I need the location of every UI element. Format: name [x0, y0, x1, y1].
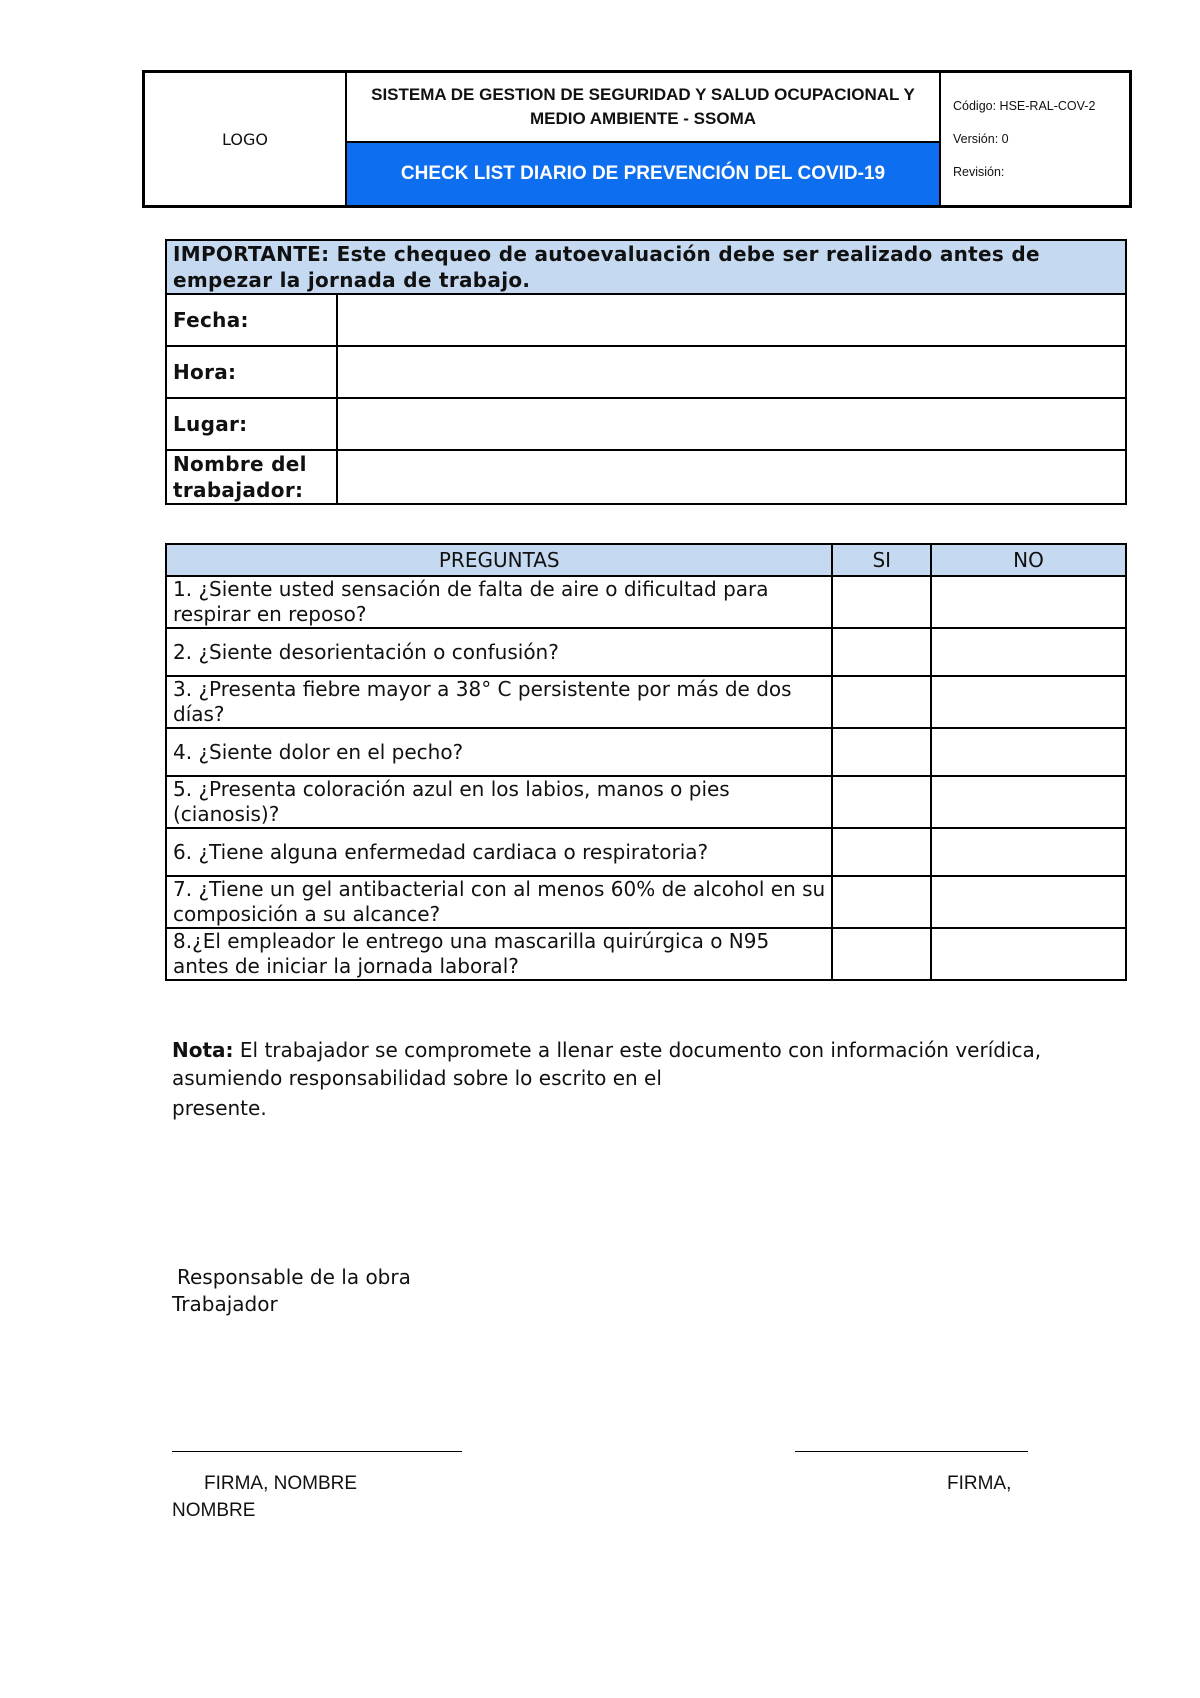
- header-center: [347, 73, 941, 205]
- answer-no-cell[interactable]: [931, 928, 1126, 980]
- answer-si-cell[interactable]: [832, 576, 931, 628]
- field-label-hora: Hora:: [166, 346, 337, 398]
- signature-caption-right: FIRMA,: [947, 1473, 1012, 1494]
- logo-placeholder: LOGO: [145, 73, 347, 205]
- answer-no-cell[interactable]: [931, 576, 1126, 628]
- note-paragraph: [172, 1036, 1072, 1092]
- answer-si-cell[interactable]: [832, 828, 931, 876]
- question-text: 8.¿El empleador le entrego una mascarilla quirúrgica o N95 antes de iniciar la jornada laboral?: [166, 928, 832, 980]
- question-text: 4. ¿Siente dolor en el pecho?: [166, 728, 832, 776]
- question-text: 3. ¿Presenta fiebre mayor a 38° C persistente por más de dos días?: [166, 676, 832, 728]
- field-label-fecha: Fecha:: [166, 294, 337, 346]
- questions-table: [165, 543, 1127, 981]
- answer-no-cell[interactable]: [931, 876, 1126, 928]
- question-text: 1. ¿Siente usted sensación de falta de aire o dificultad para respirar en reposo?: [166, 576, 832, 628]
- document-version: Versión: 0: [953, 131, 1009, 146]
- info-table: [165, 239, 1127, 505]
- signature-line-left: [172, 1451, 462, 1452]
- document-code: Código: HSE-RAL-COV-2: [953, 98, 1096, 113]
- answer-si-cell[interactable]: [832, 628, 931, 676]
- answer-si-cell[interactable]: [832, 876, 931, 928]
- answer-si-cell[interactable]: [832, 928, 931, 980]
- column-header-preguntas: PREGUNTAS: [166, 544, 832, 576]
- worker-label: Trabajador: [172, 1292, 278, 1316]
- column-header-si: SI: [832, 544, 931, 576]
- question-text: 5. ¿Presenta coloración azul en los labios, manos o pies (cianosis)?: [166, 776, 832, 828]
- question-text: 7. ¿Tiene un gel antibacterial con al menos 60% de alcohol en su composición a su alcance?: [166, 876, 832, 928]
- signature-line-right: [795, 1451, 1028, 1452]
- answer-si-cell[interactable]: [832, 776, 931, 828]
- field-value-nombre[interactable]: [337, 450, 1126, 504]
- table-row: [166, 828, 1126, 876]
- signature-caption-right-cont: NOMBRE: [172, 1500, 256, 1521]
- table-row: [166, 628, 1126, 676]
- answer-no-cell[interactable]: [931, 676, 1126, 728]
- system-name: SISTEMA DE GESTION DE SEGURIDAD Y SALUD OCUPACIONAL Y MEDIO AMBIENTE - SSOMA: [347, 73, 939, 143]
- note-end: presente.: [172, 1096, 267, 1120]
- field-value-fecha[interactable]: [337, 294, 1126, 346]
- question-text: 6. ¿Tiene alguna enfermedad cardiaca o respiratoria?: [166, 828, 832, 876]
- document-meta: [941, 73, 1129, 205]
- answer-no-cell[interactable]: [931, 628, 1126, 676]
- field-value-lugar[interactable]: [337, 398, 1126, 450]
- document-header: [142, 70, 1132, 208]
- table-row: [166, 728, 1126, 776]
- field-label-lugar: Lugar:: [166, 398, 337, 450]
- field-value-hora[interactable]: [337, 346, 1126, 398]
- answer-no-cell[interactable]: [931, 728, 1126, 776]
- answer-si-cell[interactable]: [832, 728, 931, 776]
- note-label: Nota:: [172, 1038, 234, 1062]
- important-notice: IMPORTANTE: Este chequeo de autoevaluación debe ser realizado antes de empezar la jornada de trabajo.: [166, 240, 1126, 294]
- signature-caption-left: FIRMA, NOMBRE: [204, 1473, 358, 1494]
- table-row: [166, 928, 1126, 980]
- responsible-label: Responsable de la obra: [177, 1265, 411, 1289]
- column-header-no: NO: [931, 544, 1126, 576]
- document-revision: Revisión:: [953, 164, 1005, 179]
- table-row: [166, 576, 1126, 628]
- question-text: 2. ¿Siente desorientación o confusión?: [166, 628, 832, 676]
- document-title: CHECK LIST DIARIO DE PREVENCIÓN DEL COVID-19: [347, 143, 939, 205]
- answer-si-cell[interactable]: [832, 676, 931, 728]
- note-text: El trabajador se compromete a llenar este documento con información verídica, asumiendo responsabilidad sobre lo escrito en el: [172, 1038, 1042, 1090]
- table-row: [166, 876, 1126, 928]
- answer-no-cell[interactable]: [931, 828, 1126, 876]
- table-row: [166, 776, 1126, 828]
- field-label-nombre: Nombre del trabajador:: [166, 450, 337, 504]
- answer-no-cell[interactable]: [931, 776, 1126, 828]
- table-row: [166, 676, 1126, 728]
